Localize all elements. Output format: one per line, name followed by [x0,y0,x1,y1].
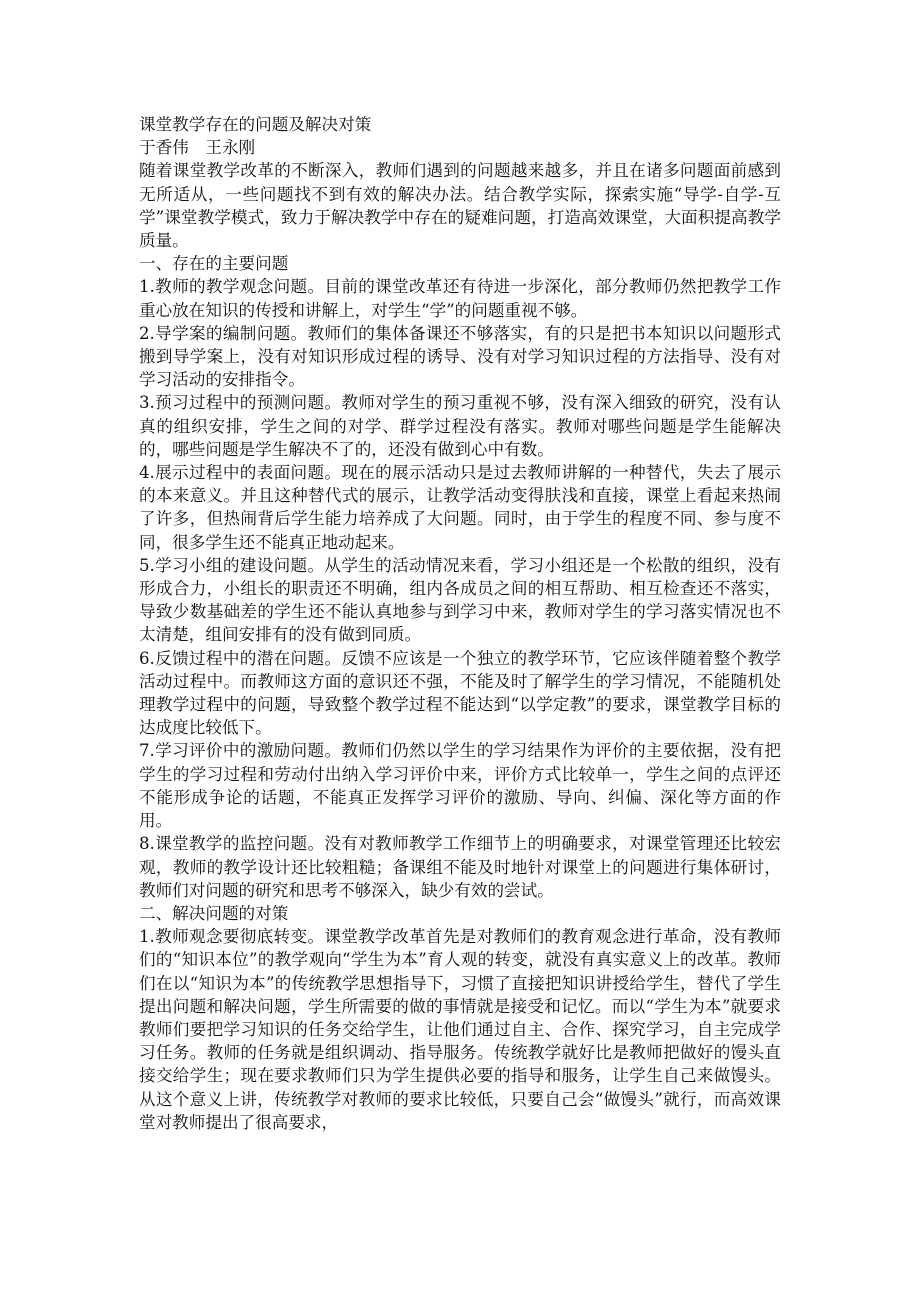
problem-item: 6.反馈过程中的潜在问题。反馈不应该是一个独立的教学环节，它应该伴随着整个教学活动过程中。而教师这方面的意识还不强，不能及时了解学生的学习情况，不能随机处理教学过程中的问题，导致整个教学过程不能达到“以学定教”的要求，课堂教学目标的达成度比较低下。 [139,648,781,738]
problem-item: 4.展示过程中的表面问题。现在的展示活动只是过去教师讲解的一种替代，失去了展示的本来意义。并且这种替代式的展示，让教学活动变得肤浅和直接，课堂上看起来热闹了许多，但热闹背后学生能力培养成了大问题。同时，由于学生的程度不同、参与度不同，很多学生还不能真正地动起来。 [139,463,781,552]
problem-item: 7.学习评价中的激励问题。教师们仍然以学生的学习结果作为评价的主要依据，没有把学生的学习过程和劳动付出纳入学习评价中来，评价方式比较单一，学生之间的点评还不能形成争论的话题，不能真正发挥学习评价的激励、导向、纠偏、深化等方面的作用。 [139,741,781,831]
problem-item: 1.教师的教学观念问题。目前的课堂改革还有待进一步深化，部分教师仍然把教学工作重心放在知识的传授和讲解上，对学生“学”的问题重视不够。 [139,277,781,320]
document-title: 课堂教学存在的问题及解决对策 [139,115,372,134]
problem-item: 3.预习过程中的预测问题。教师对学生的预习重视不够，没有深入细致的研究，没有认真的组织安排，学生之间的对学、群学过程没有落实。教师对哪些问题是学生能解决的，哪些问题是学生解决不了的，还没有做到心中有数。 [139,393,781,459]
section-heading-problems: 一、存在的主要问题 [139,254,289,274]
document-page [139,113,781,1134]
solution-item: 1.教师观念要彻底转变。课堂教学改革首先是对教师们的教育观念进行革命，没有教师们的“知识本位”的教学观向“学生为本”育人观的转变，就没有真实意义上的改革。教师们在以“知识为本”的传统教学思想指导下，习惯了直接把知识讲授给学生，替代了学生提出问题和解决问题，学生所需要的做的事情就是接受和记忆。而以“学生为本”就要求教师们要把学习知识的任务交给学生，让他们通过自主、合作、探究学习，自主完成学习任务。教师的任务就是组织调动、指导服务。传统教学就好比是教师把做好的馒头直接交给学生；现在要求教师们只为学生提供必要的指导和服务，让学生自己来做馒头。从这个意义上讲，传统教学对教师的要求比较低，只要自己会“做馒头”就行，而高效课堂对教师提出了很高要求， [139,927,781,1132]
problem-item: 5.学习小组的建设问题。从学生的活动情况来看，学习小组还是一个松散的组织，没有形成合力，小组长的职责还不明确，组内各成员之间的相互帮助、相互检查还不落实，导致少数基础差的学生还不能认真地参与到学习中来，教师对学生的学习落实情况也不太清楚，组间安排有的没有做到同质。 [139,555,781,645]
problem-item: 8.课堂教学的监控问题。没有对教师教学工作细节上的明确要求，对课堂管理还比较宏观，教师的教学设计还比较粗糙；备课组不能及时地针对课堂上的问题进行集体研讨，教师们对问题的研究和思考不够深入，缺少有效的尝试。 [139,834,781,900]
problem-item: 2.导学案的编制问题。教师们的集体备课还不够落实，有的只是把书本知识以问题形式搬到导学案上，没有对知识形成过程的诱导、没有对学习知识过程的方法指导、没有对学习活动的安排指令。 [139,323,781,390]
intro-paragraph: 随着课堂教学改革的不断深入，教师们遇到的问题越来越多，并且在诸多问题面前感到无所适从，一些问题找不到有效的解决办法。结合教学实际，探索实施“导学-自学-互学”课堂教学模式，致力于解决教学中存在的疑难问题，打造高效课堂，大面积提高教学质量。 [139,161,781,251]
section-heading-solutions: 二、解决问题的对策 [139,903,289,923]
document-authors: 于香伟 王永刚 [139,138,256,158]
